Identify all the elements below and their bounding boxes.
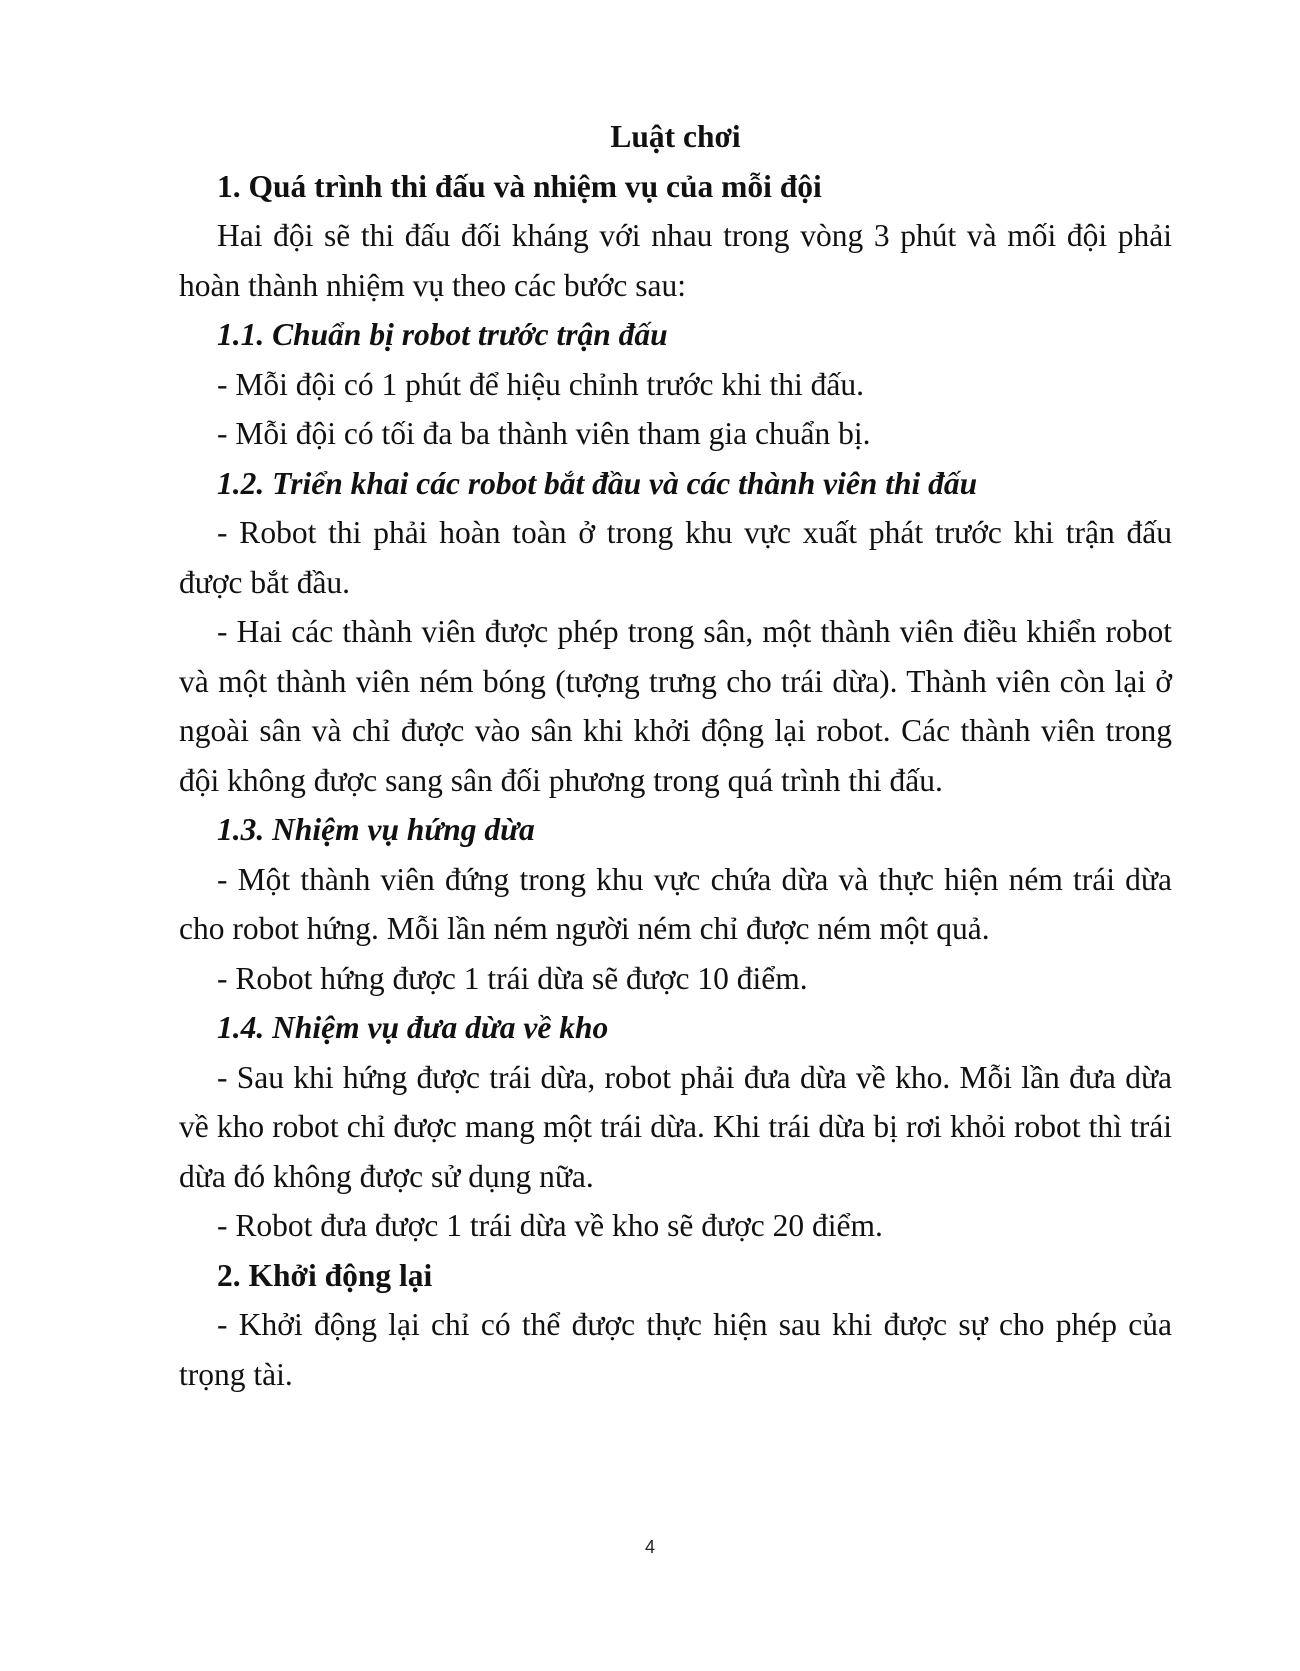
paragraph: - Robot hứng được 1 trái dừa sẽ được 10 điểm.	[217, 960, 808, 996]
paragraph: - Hai các thành viên được phép trong sân, một thành viên điều khiển robot và một thành viên ném bóng (tượng trưng cho trái dừa). Thành viên còn lại ở ngoài sân và chỉ được vào sân khi khởi động lại robot. Các thành viên trong đội không được sang sân đối phương trong quá trình thi đấu.	[179, 614, 1172, 798]
paragraph: - Mỗi đội có tối đa ba thành viên tham gia chuẩn bị.	[217, 416, 871, 451]
paragraph: - Robot đưa được 1 trái dừa về kho sẽ được 20 điểm.	[217, 1208, 883, 1243]
section-heading: 1. Quá trình thi đấu và nhiệm vụ của mỗi đội	[217, 168, 822, 204]
page-content	[179, 112, 1172, 1399]
page-number: 4	[644, 1537, 655, 1557]
subsection-heading: 1.3. Nhiệm vụ hứng dừa	[217, 812, 535, 847]
section-heading: 2. Khởi động lại	[217, 1257, 433, 1293]
subsection-heading: 1.2. Triển khai các robot bắt đầu và các thành viên thi đấu	[217, 465, 978, 501]
page-title: Luật chơi	[610, 119, 741, 154]
paragraph: - Robot thi phải hoàn toàn ở trong khu vực xuất phát trước khi trận đấu được bắt đầu.	[179, 515, 1172, 600]
paragraph: Hai đội sẽ thi đấu đối kháng với nhau trong vòng 3 phút và mối đội phải hoàn thành nhiệm vụ theo các bước sau:	[179, 218, 1172, 303]
paragraph: - Sau khi hứng được trái dừa, robot phải đưa dừa về kho. Mỗi lần đưa dừa về kho robot chỉ được mang một trái dừa. Khi trái dừa bị rơi khỏi robot thì trái dừa đó không được sử dụng nữa.	[179, 1059, 1172, 1194]
subsection-heading: 1.1. Chuẩn bị robot trước trận đấu	[217, 317, 668, 352]
paragraph: - Khởi động lại chỉ có thể được thực hiện sau khi được sự cho phép của trọng tài.	[179, 1307, 1172, 1392]
subsection-heading: 1.4. Nhiệm vụ đưa dừa về kho	[217, 1010, 609, 1045]
paragraph: - Mỗi đội có 1 phút để hiệu chỉnh trước khi thi đấu.	[217, 366, 864, 402]
paragraph: - Một thành viên đứng trong khu vực chứa dừa và thực hiện ném trái dừa cho robot hứng. Mỗi lần ném người ném chỉ được ném một quả.	[179, 861, 1172, 946]
